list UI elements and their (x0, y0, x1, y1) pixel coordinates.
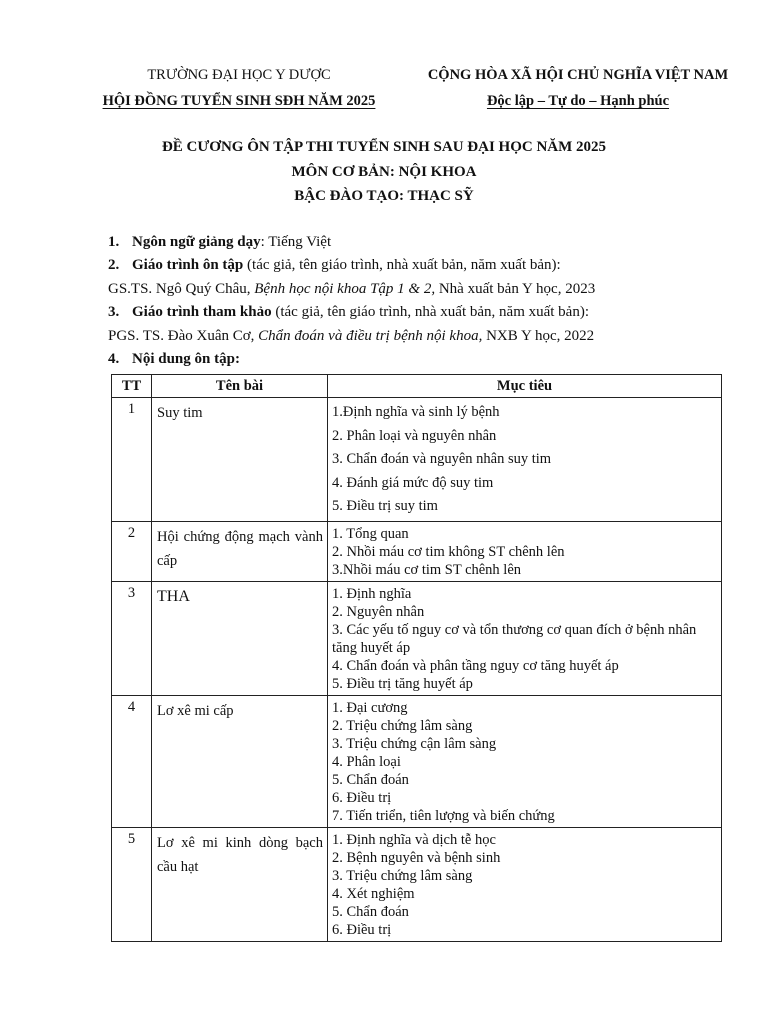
lesson-name: THA (152, 581, 328, 695)
goal-item: 3.Nhồi máu cơ tim ST chênh lên (332, 561, 522, 578)
goal-item: 2. Phân loại và nguyên nhân (332, 427, 497, 444)
goal-item: 5. Chẩn đoán (332, 903, 409, 920)
section-number: 3. (108, 304, 120, 320)
table-row (112, 695, 722, 827)
goal-item: 1. Đại cương (332, 699, 408, 716)
section-number: 4. (108, 351, 120, 367)
section-value: (tác giả, tên giáo trình, nhà xuất bản, năm xuất bản): (243, 257, 561, 273)
citation-book: Chẩn đoán và điều trị bệnh nội khoa, (258, 328, 483, 344)
goal-item: 1. Tổng quan (332, 525, 409, 542)
section-textbook (108, 257, 561, 274)
section-label: Ngôn ngữ giảng dạy (132, 234, 261, 250)
goal-item: 6. Điều trị (332, 789, 392, 806)
citation-book: Bệnh học nội khoa Tập 1 & 2, (254, 281, 436, 297)
goal-item: 7. Tiến triển, tiên lượng và biến chứng (332, 807, 555, 824)
section-reference (108, 304, 589, 321)
goal-item: 3. Chẩn đoán và nguyên nhân suy tim (332, 451, 552, 467)
document-title: ĐỀ CƯƠNG ÔN TẬP THI TUYỂN SINH SAU ĐẠI HỌC NĂM 2025 (161, 139, 607, 155)
lesson-name: Suy tim (152, 398, 328, 522)
citation-publisher: Nhà xuất bản Y học, 2023 (435, 281, 596, 297)
lesson-name: Lơ xê mi cấp (152, 695, 328, 827)
goal-item: 1.Định nghĩa và sinh lý bệnh (332, 404, 500, 420)
row-number: 3 (112, 581, 152, 695)
lesson-goals (328, 521, 722, 581)
review-content-table (111, 374, 722, 942)
goal-item: 4. Phân loại (332, 753, 401, 770)
row-number: 1 (112, 398, 152, 522)
section-number: 1. (108, 234, 120, 250)
section-label: Giáo trình ôn tập (132, 257, 244, 273)
section-number: 2. (108, 257, 120, 273)
table-row (112, 827, 722, 941)
table-row (112, 521, 722, 581)
goal-item: 2. Triệu chứng lâm sàng (332, 717, 473, 734)
goal-item: 2. Bệnh nguyên và bệnh sinh (332, 849, 501, 866)
goal-item: 1. Định nghĩa (332, 585, 412, 602)
row-number: 2 (112, 521, 152, 581)
lesson-name: Hội chứng động mạch vành cấp (152, 521, 328, 581)
goal-item: 2. Nhồi máu cơ tim không ST chênh lên (332, 543, 565, 560)
section-content (108, 351, 240, 368)
national-title: CỘNG HÒA XÃ HỘI CHỦ NGHĨA VIỆT NAM (427, 67, 729, 83)
national-motto: Độc lập – Tự do – Hạnh phúc (486, 93, 670, 109)
table-header-row (112, 375, 722, 398)
section-label: Nội dung ôn tập: (132, 351, 240, 367)
university-name: TRƯỜNG ĐẠI HỌC Y DƯỢC (147, 67, 331, 83)
table-row (112, 398, 722, 522)
section-value: (tác giả, tên giáo trình, nhà xuất bản, năm xuất bản): (271, 304, 590, 320)
subject-title: MÔN CƠ BẢN: NỘI KHOA (291, 164, 477, 180)
goal-item: 4. Chẩn đoán và phân tầng nguy cơ tăng huyết áp (332, 657, 619, 674)
table-row (112, 581, 722, 695)
section-value: : Tiếng Việt (260, 234, 332, 250)
header-tt: TT (112, 375, 152, 398)
lesson-goals (328, 695, 722, 827)
citation-author: PGS. TS. Đào Xuân Cơ, (108, 328, 259, 344)
goal-item: 6. Điều trị (332, 921, 392, 938)
goal-item: 4. Xét nghiệm (332, 885, 415, 902)
goal-item: 3. Các yếu tố nguy cơ và tổn thương cơ quan đích ở bệnh nhân tăng huyết áp (332, 621, 697, 656)
goal-item: 4. Đánh giá mức độ suy tim (332, 474, 494, 491)
header-name: Tên bài (152, 375, 328, 398)
textbook-citation (108, 281, 595, 298)
header-goals: Mục tiêu (328, 375, 722, 398)
section-label: Giáo trình tham khảo (132, 304, 272, 320)
reference-citation (108, 328, 594, 345)
degree-title: BẬC ĐÀO TẠO: THẠC SỸ (294, 188, 474, 204)
goal-item: 3. Triệu chứng lâm sàng (332, 867, 473, 884)
citation-publisher: NXB Y học, 2022 (482, 328, 595, 344)
goal-item: 5. Chẩn đoán (332, 771, 409, 788)
lesson-goals (328, 581, 722, 695)
goal-item: 2. Nguyên nhân (332, 603, 425, 620)
goal-item: 1. Định nghĩa và dịch tễ học (332, 831, 496, 848)
goal-item: 5. Điều trị tăng huyết áp (332, 675, 473, 692)
lesson-name: Lơ xê mi kinh dòng bạch cầu hạt (152, 827, 328, 941)
admission-council: HỘI ĐỒNG TUYỂN SINH SĐH NĂM 2025 (102, 93, 376, 109)
row-number: 4 (112, 695, 152, 827)
row-number: 5 (112, 827, 152, 941)
citation-author: GS.TS. Ngô Quý Châu, (108, 281, 255, 297)
lesson-goals (328, 398, 722, 522)
goal-item: 3. Triệu chứng cận lâm sàng (332, 735, 497, 752)
lesson-goals (328, 827, 722, 941)
section-language (108, 234, 331, 251)
goal-item: 5. Điều trị suy tim (332, 498, 438, 514)
